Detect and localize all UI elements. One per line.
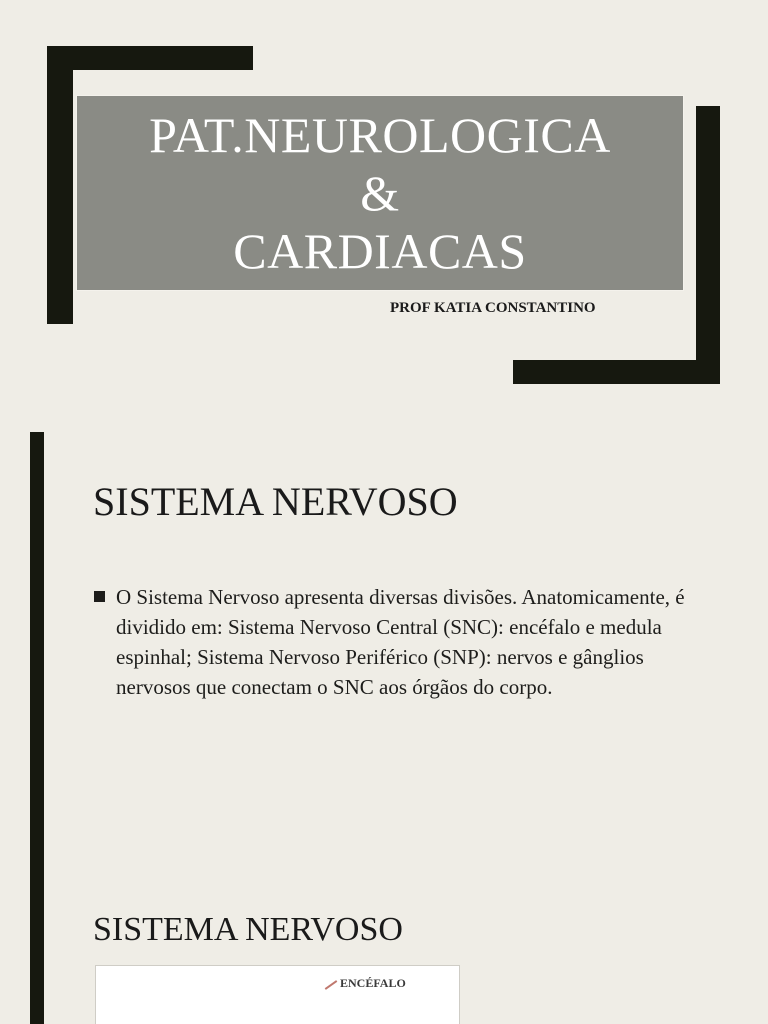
title-line-1: PAT.NEUROLOGICA <box>149 107 611 163</box>
accent-bar-left <box>30 432 44 864</box>
square-bullet-icon <box>94 591 105 602</box>
accent-bar-left <box>30 864 44 1024</box>
slide-nervous-system-figure <box>0 864 768 1024</box>
author-name: PROF KATIA CONSTANTINO <box>390 300 596 316</box>
slide-nervous-system-intro <box>0 432 768 864</box>
section-heading: SISTEMA NERVOSO <box>93 911 403 948</box>
figure-label: ENCÉFALO <box>340 976 406 990</box>
frame-bar-bottom-right-vertical <box>696 106 720 384</box>
title-line-3: CARDIACAS <box>233 223 527 279</box>
anatomy-figure <box>95 965 460 1024</box>
frame-bar-top-left-horizontal <box>47 46 253 70</box>
label-pointer-icon <box>325 980 338 990</box>
section-heading: SISTEMA NERVOSO <box>93 479 458 524</box>
frame-bar-bottom-right-horizontal <box>513 360 720 384</box>
bullet-item <box>94 582 694 702</box>
frame-bar-top-left-vertical <box>47 46 73 324</box>
slide-cover <box>0 0 768 432</box>
bullet-text: O Sistema Nervoso apresenta diversas divisões. Anatomicamente, é dividido em: Sistema Nervoso Central (SNC): encéfalo e medula espinhal; Sistema Nervoso Periférico (SNP): nervos e gânglios nervosos que conectam o SNC aos órgãos do corpo. <box>116 585 685 699</box>
title-box <box>76 95 684 291</box>
title-line-2: & <box>360 165 400 221</box>
